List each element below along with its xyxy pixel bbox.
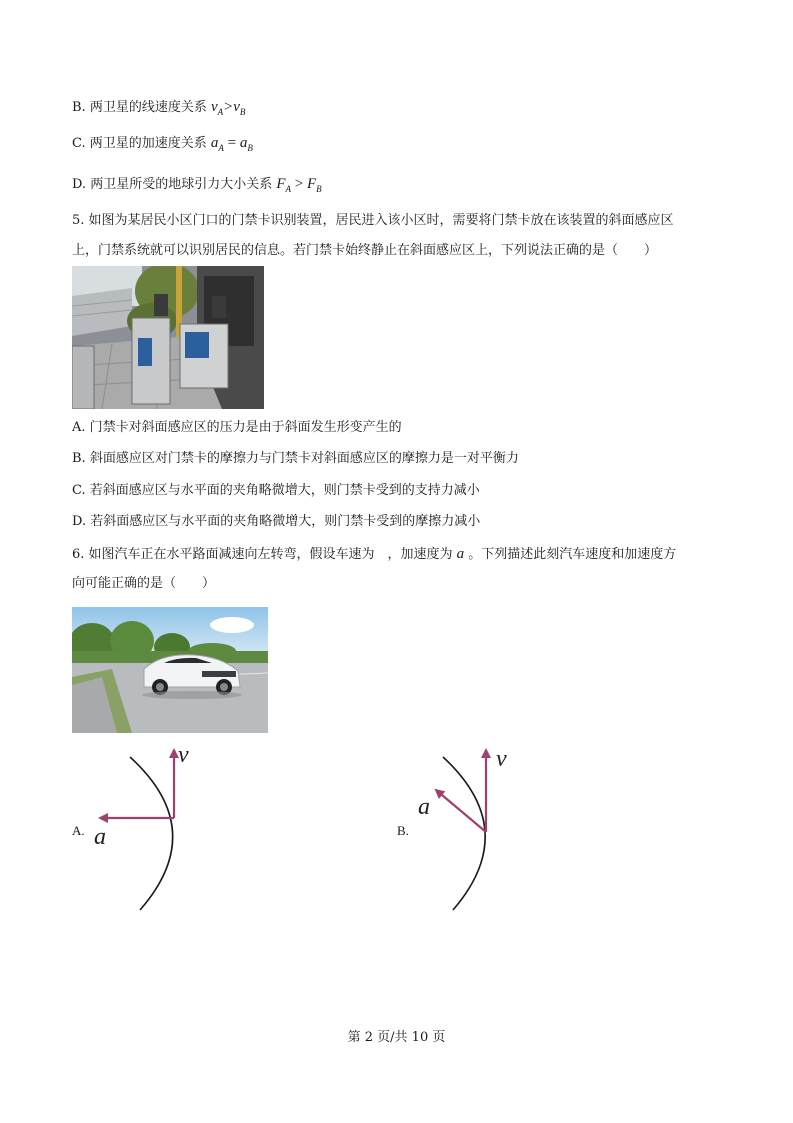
q4-option-b-math: $v_A>v_B$: [210, 99, 246, 117]
q6-stem-text-a: 6. 如图汽车正在水平路面减速向左转弯，假设车速为 ，加速度为: [72, 547, 457, 562]
q5-option-d: D. 若斜面感应区与水平面的夹角略微增大，则门禁卡受到的摩擦力减小: [72, 514, 481, 529]
q5-option-b: B. 斜面感应区对门禁卡的摩擦力与门禁卡对斜面感应区的摩擦力是一对平衡力: [72, 451, 519, 466]
q6-option-a-diagram: [90, 740, 220, 920]
q6-option-b-diagram: [410, 740, 540, 920]
q5-option-a: A. 门禁卡对斜面感应区的压力是由于斜面发生形变产生的: [72, 420, 402, 435]
q4-option-d: [72, 175, 322, 198]
velocity-label-b: v: [496, 746, 507, 772]
q6-option-b-label: B.: [397, 823, 409, 838]
q4-option-b: [72, 98, 245, 121]
gate-photo-illustration: [72, 266, 264, 409]
q4-option-d-text: D. 两卫星所受的地球引力大小关系: [72, 177, 277, 192]
car-photo: [72, 607, 268, 733]
q6-stem-line1: [72, 545, 676, 564]
q6-stem-line2: 向可能正确的是（ ）: [72, 576, 216, 591]
q4-option-c: [72, 134, 253, 157]
page-footer: 第 2 页/共 10 页: [347, 1030, 446, 1045]
q4-option-d-math: $F_A > F_B$: [276, 176, 322, 194]
velocity-label-a: v: [178, 742, 189, 768]
acceleration-label-b: a: [418, 794, 430, 820]
acceleration-label-a: a: [94, 824, 106, 850]
q6-stem-symbol-a: a: [456, 546, 465, 562]
q6-stem-text-b: 。下列描述此刻汽车速度和加速度方: [464, 547, 677, 562]
gate-photo: [72, 266, 264, 409]
q4-option-c-text: C. 两卫星的加速度关系: [72, 136, 211, 151]
curve-path-a: [130, 757, 173, 910]
q6-option-a-label: A.: [72, 823, 85, 838]
car-photo-illustration: [72, 607, 268, 733]
q5-option-c: C. 若斜面感应区与水平面的夹角略微增大，则门禁卡受到的支持力减小: [72, 483, 480, 498]
q5-stem-line1: 5. 如图为某居民小区门口的门禁卡识别装置，居民进入该小区时，需要将门禁卡放在该装置的斜面感应区: [72, 213, 674, 228]
q4-option-b-text: B. 两卫星的线速度关系: [72, 100, 211, 115]
curve-path-b: [443, 757, 485, 910]
q4-option-c-math: $a_A = a_B$: [210, 135, 253, 153]
q5-stem-line2: 上，门禁系统就可以识别居民的信息。若门禁卡始终静止在斜面感应区上，下列说法正确的是（ ）: [72, 243, 658, 258]
acceleration-arrow-b: [436, 790, 486, 832]
